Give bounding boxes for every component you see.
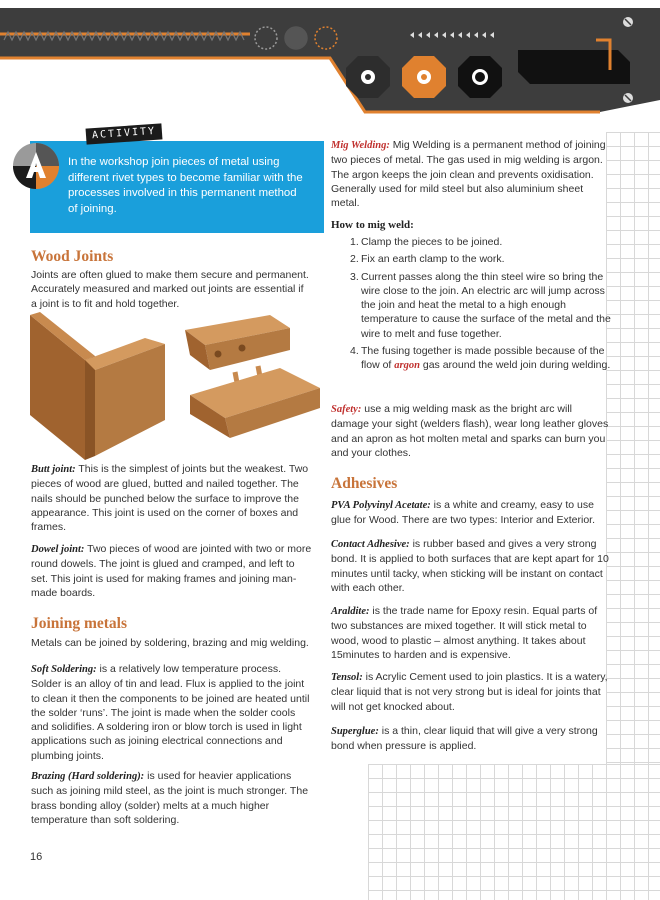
octagon-nut-icon	[346, 56, 502, 98]
brazing-term: Brazing (Hard soldering):	[31, 771, 145, 782]
adhesives-heading: Adhesives	[331, 475, 398, 492]
butt-joint-paragraph	[31, 462, 313, 534]
mig-welding-paragraph	[331, 138, 613, 210]
header-banner	[0, 0, 660, 118]
contact-adhesive-paragraph: Contact Adhesive: is rubber based and gives a very strong bond. It is applied to both surfaces that are kept apart for 10 minutes until tacky, when sticking will be instant on contact with each other.	[331, 538, 609, 594]
brazing-text: is used for heavier applications such as joining mild steel, as the joint is much stronger. The brass bonding alloy (solder) melts at a much higher temperature than soft soldering.	[31, 770, 309, 826]
brazing-paragraph	[31, 769, 313, 827]
butt-joint-illustration	[30, 312, 165, 460]
wood-joints-illustration	[30, 310, 320, 460]
dowel-joint-paragraph	[31, 542, 313, 600]
activity-a-badge-icon	[12, 142, 60, 190]
list-item: 2. Fix an earth clamp to the work.	[350, 253, 505, 266]
joining-metals-intro: Metals can be joined by soldering, brazing and mig welding.	[31, 637, 309, 649]
grid-paper-bottom	[368, 764, 660, 900]
dowel-joint-text: Two pieces of wood are jointed with two or more round dowels. The joint is glued and cramped, and left to set. This joint is used for making frames and joining man-made boards.	[31, 543, 312, 599]
mig-welding-text: Mig Welding is a permanent method of joining two pieces of metal. The gas used in mig welding is argon. The argon keeps the join clean and prevents oxidisation. Generally used for mild steel but also aluminium sheet metal.	[331, 139, 606, 210]
butt-joint-term: Butt joint:	[31, 464, 76, 475]
safety-paragraph	[331, 402, 609, 460]
butt-joint-text: This is the simplest of joints but the weakest. Two pieces of wood are glued, butted and nailed together. The nails should be punched below the surface to improve the appearance. This joint is used on the corner of boxes and frames.	[31, 463, 309, 534]
soft-soldering-paragraph	[31, 662, 311, 763]
araldite-paragraph: Araldite: is the trade name for Epoxy resin. Equal parts of two substances are mixed together. It will stick metal to wood, wood to plastic – almost anything. It takes about 15minutes to harden and is expensive.	[331, 605, 598, 661]
safety-term: Safety:	[331, 404, 362, 415]
argon-highlight: argon	[394, 360, 420, 372]
dowel-joint-illustration	[185, 315, 320, 438]
safety-text: use a mig welding mask as the bright arc will damage your sight (welders flash), wear long leather gloves and an apron as hot molten metal and sparks can burn you and your clothes.	[331, 403, 609, 459]
pva-paragraph: PVA Polyvinyl Acetate: is a white and creamy, easy to use glue for Wood. There are two types: Interior and Exterior.	[331, 499, 595, 527]
mig-steps-list	[350, 235, 612, 376]
page-number: 16	[30, 851, 43, 863]
list-item: 3. Current passes along the thin steel wire so bring the wire close to the join. An electric arc will jump across the join and heat the metal to a high enough temperature to cause the surface of the metal and the wire to melt and fuse together.	[350, 270, 611, 340]
activity-text: In the workshop join pieces of metal using different rivet types to become familiar with the processes involved in this permanent method of joining.	[68, 156, 303, 215]
soft-soldering-text: is a relatively low temperature process. Solder is an alloy of tin and lead. Flux is applied to the joint to clean it then the components to be joined are heated until the solder ‘runs’. The joint is made when the solder cools and solidifies. A soldering iron or blow torch is used in light applications such as joining electrical connections and plumbing joints.	[31, 663, 310, 762]
list-item: 4. The fusing together is made possible because of the flow of argon gas around the weld join during welding.	[350, 344, 611, 372]
soft-soldering-term: Soft Soldering:	[31, 664, 97, 675]
superglue-paragraph: Superglue: is a thin, clear liquid that will give a very strong bond when pressure is applied.	[331, 725, 598, 753]
mig-welding-term: Mig Welding:	[331, 140, 390, 151]
wood-joints-intro: Joints are often glued to make them secure and permanent. Accurately measured and marked out joints are essential if a joint is to fit and hold together.	[31, 269, 309, 310]
wood-joints-heading: Wood Joints	[31, 248, 114, 265]
joining-metals-heading: Joining metals	[31, 615, 128, 632]
list-item: 1. Clamp the pieces to be joined.	[350, 236, 503, 248]
tensol-paragraph: Tensol: is Acrylic Cement used to join plastics. It is a watery, clear liquid that is not very strong but is ideal for joints that will not get knocked about.	[331, 671, 608, 713]
dowel-joint-term: Dowel joint:	[31, 544, 85, 555]
activity-label: ACTIVITY	[86, 123, 163, 144]
how-to-mig-weld-heading: How to mig weld:	[331, 219, 414, 231]
